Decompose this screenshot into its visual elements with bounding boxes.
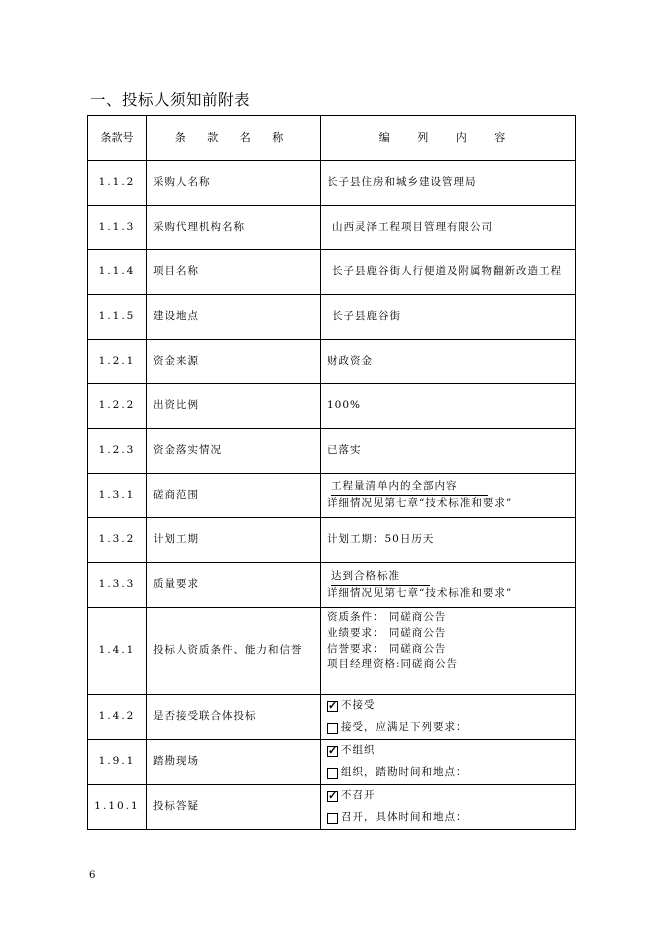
page-number: 6: [89, 870, 96, 881]
table-row: [88, 161, 576, 206]
clause-number: 1.10.1: [88, 785, 147, 830]
clause-content: 长子县住房和城乡建设管理局: [321, 161, 576, 206]
clause-content: 长子县鹿谷街: [321, 295, 576, 340]
option-label: 不召开: [341, 789, 376, 802]
option-no-site-visit[interactable]: [327, 740, 575, 762]
table-row: [88, 429, 576, 474]
checkbox-empty-icon[interactable]: [327, 813, 338, 824]
clause-content: 已落实: [321, 429, 576, 474]
manager-qualification-line: 项目经理资格:同磋商公告: [327, 658, 459, 671]
checkbox-checked-icon[interactable]: [327, 746, 338, 757]
checkbox-empty-icon[interactable]: [327, 768, 338, 779]
header-content: 编 列 内 容: [321, 116, 576, 161]
clause-name: 投标答疑: [147, 785, 321, 830]
clause-name: 是否接受联合体投标: [147, 695, 321, 740]
table-row: [88, 384, 576, 429]
header-clause-number: 条款号: [88, 116, 147, 161]
table-row: [88, 206, 576, 250]
option-label: 不组织: [341, 744, 376, 757]
table-row: [88, 695, 576, 740]
option-site-visit[interactable]: [327, 762, 575, 784]
quality-detail-text: 详细情况见第七章“技术标准和要求”: [327, 586, 513, 599]
clause-number: 1.2.3: [88, 429, 147, 474]
clause-number: 1.3.1: [88, 474, 147, 518]
table-row: [88, 340, 576, 384]
option-qa-meeting[interactable]: [327, 807, 575, 829]
clause-number: 1.9.1: [88, 740, 147, 785]
qualification-line: 资质条件： 同磋商公告: [327, 611, 447, 623]
clause-name: 出资比例: [147, 384, 321, 429]
clause-name: 采购人名称: [147, 161, 321, 206]
quality-underlined-text: 达到合格标准: [331, 569, 430, 586]
clause-name: 资金落实情况: [147, 429, 321, 474]
clause-name: 采购代理机构名称: [147, 206, 321, 250]
clause-content: [321, 608, 576, 695]
option-label: 不接受: [341, 699, 376, 712]
clause-content: 100%: [321, 384, 576, 429]
option-label: 组织，踏勘时间和地点：: [341, 766, 468, 779]
table-row: [88, 740, 576, 785]
bidder-instructions-table: [87, 115, 576, 830]
checkbox-checked-icon[interactable]: [327, 791, 338, 802]
clause-number: 1.1.5: [88, 295, 147, 340]
option-reject-consortium[interactable]: [327, 695, 575, 717]
checkbox-checked-icon[interactable]: [327, 701, 338, 712]
clause-content: [321, 785, 576, 830]
clause-content: 计划工期：50日历天: [321, 518, 576, 563]
scope-detail-text: 详细情况见第七章“技术标准和要求”: [327, 497, 513, 509]
table-row: [88, 608, 576, 695]
checkbox-empty-icon[interactable]: [327, 723, 338, 734]
table-row: [88, 250, 576, 295]
clause-name: 质量要求: [147, 563, 321, 608]
clause-number: 1.4.1: [88, 608, 147, 695]
table-row: [88, 518, 576, 563]
table-row: [88, 474, 576, 518]
clause-content: [321, 740, 576, 785]
clause-content: 财政资金: [321, 340, 576, 384]
clause-name: 资金来源: [147, 340, 321, 384]
clause-number: 1.1.2: [88, 161, 147, 206]
clause-number: 1.1.4: [88, 250, 147, 295]
table-row: [88, 295, 576, 340]
clause-content: [321, 474, 576, 518]
scope-underlined-text: 工程量清单内的全部内容: [331, 479, 488, 496]
option-no-qa-meeting[interactable]: [327, 785, 575, 807]
clause-number: 1.2.1: [88, 340, 147, 384]
clause-name: 项目名称: [147, 250, 321, 295]
option-label: 召开，具体时间和地点：: [341, 811, 468, 824]
clause-number: 1.4.2: [88, 695, 147, 740]
clause-content: 长子县鹿谷街人行便道及附属物翻新改造工程: [321, 250, 576, 295]
clause-number: 1.2.2: [88, 384, 147, 429]
table-header-row: [88, 116, 576, 161]
clause-number: 1.1.3: [88, 206, 147, 250]
clause-number: 1.3.2: [88, 518, 147, 563]
table-row: [88, 785, 576, 830]
clause-name: 投标人资质条件、能力和信誉: [147, 608, 321, 695]
clause-name: 计划工期: [147, 518, 321, 563]
clause-name: 踏勘现场: [147, 740, 321, 785]
clause-name: 磋商范围: [147, 474, 321, 518]
clause-number: 1.3.3: [88, 563, 147, 608]
table-row: [88, 563, 576, 608]
option-label: 接受，应满足下列要求：: [341, 721, 468, 734]
clause-content: [321, 563, 576, 608]
reputation-line: 信誉要求： 同磋商公告: [327, 642, 447, 655]
clause-name: 建设地点: [147, 295, 321, 340]
performance-line: 业绩要求： 同磋商公告: [327, 626, 447, 639]
option-accept-consortium[interactable]: [327, 717, 575, 739]
clause-content: 山西灵泽工程项目管理有限公司: [321, 206, 576, 250]
clause-content: [321, 695, 576, 740]
section-title: 一、投标人须知前附表: [90, 91, 251, 109]
header-clause-name: 条 款 名 称: [147, 116, 321, 161]
